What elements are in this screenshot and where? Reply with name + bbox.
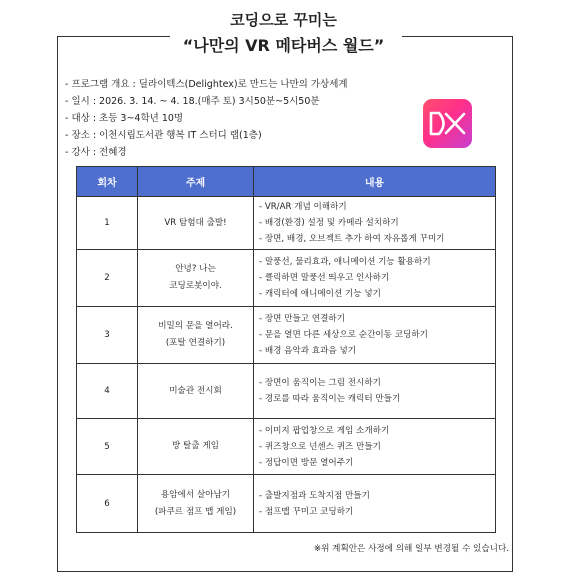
table-row [77, 419, 496, 475]
content-line: - 배경 음악과 효과음 넣기 [259, 346, 357, 356]
content-line: - 퀴즈창으로 넌센스 퀴즈 만들기 [259, 441, 381, 452]
session-content [254, 197, 496, 250]
page-title-line1: 코딩으로 꾸미는 [230, 11, 337, 29]
topic-line: 코딩로봇이야. [169, 281, 222, 291]
schedule-table [76, 166, 496, 533]
session-topic [138, 197, 254, 250]
session-number: 5 [77, 419, 138, 475]
content-line: - VR/AR 개념 이해하기 [259, 202, 347, 212]
table-row [77, 250, 496, 307]
table-row [77, 364, 496, 419]
program-info [65, 76, 348, 161]
header-content: 내용 [254, 167, 496, 197]
info-overview: - 프로그램 개요 : 딜라이텍스(Delightex)로 만드는 나만의 가상세계 [65, 79, 348, 90]
session-content [254, 250, 496, 307]
content-line: - 출발지점과 도착지점 만들기 [259, 490, 370, 501]
topic-line: 비밀의 문을 열어라. [158, 321, 233, 331]
content-line: - 장면이 움직이는 그림 전시하기 [259, 378, 381, 388]
content-line: - 장면 만들고 연결하기 [259, 314, 346, 324]
table-row [77, 307, 496, 364]
session-topic [138, 307, 254, 364]
topic-line: (파쿠르 점프 맵 게임) [154, 506, 237, 517]
session-number: 3 [77, 307, 138, 364]
session-topic [138, 250, 254, 307]
content-line: - 클릭하면 말풍선 띄우고 인사하기 [259, 273, 390, 283]
topic-line: VR 탐험대 출발! [164, 217, 227, 228]
info-place: - 장소 : 이천시립도서관 행복 IT 스터디 랩(1층) [65, 130, 262, 141]
session-number: 4 [77, 364, 138, 419]
content-line: - 정답이면 방문 열어주기 [259, 457, 354, 468]
session-content [254, 419, 496, 475]
session-number: 1 [77, 197, 138, 250]
content-line: - 점프맵 꾸미고 코딩하기 [259, 506, 354, 517]
info-date: - 일시 : 2026. 3. 14. ~ 4. 18.(매주 토) 3시50분~5시50분 [65, 96, 320, 107]
topic-line: (포탈 연결하기) [165, 338, 226, 348]
footnote: ※위 계획안은 사정에 의해 일부 변경될 수 있습니다. [313, 544, 509, 554]
content-line: - 장면, 배경, 오브젝트 추가 하여 자유롭게 꾸미기 [259, 234, 445, 244]
session-content [254, 364, 496, 419]
topic-line: 미술관 전시회 [169, 385, 222, 396]
topic-line: 용암에서 살아남기 [160, 489, 231, 500]
info-instructor: - 강사 : 전혜경 [65, 147, 127, 158]
content-line: - 경로를 따라 움직이는 캐릭터 만들기 [259, 394, 401, 404]
session-topic [138, 475, 254, 533]
header-topic: 주제 [138, 167, 254, 197]
header-session: 회차 [77, 167, 138, 197]
info-target: - 대상 : 초등 3~4학년 10명 [65, 113, 184, 124]
content-line: - 캐릭터에 애니메이션 기능 넣기 [259, 289, 381, 299]
content-line: - 이미지 팝업창으로 게임 소개하기 [259, 425, 390, 436]
content-line: - 말풍선, 물리효과, 애니메이션 기능 활용하기 [259, 257, 431, 267]
delightex-logo-icon [423, 99, 472, 148]
table-row [77, 475, 496, 533]
session-content [254, 475, 496, 533]
session-number: 2 [77, 250, 138, 307]
table-header-row [77, 167, 496, 197]
topic-line: 안녕? 나는 [175, 264, 216, 274]
content-line: - 문을 열면 다른 세상으로 순간이동 코딩하기 [259, 330, 428, 340]
table-row [77, 197, 496, 250]
content-line: - 배경(환경) 설정 및 카메라 설치하기 [259, 218, 399, 228]
page-title-line2: “나만의 VR 메타버스 월드” [182, 36, 385, 55]
session-topic [138, 364, 254, 419]
session-number: 6 [77, 475, 138, 533]
topic-line: 방 탈출 게임 [172, 441, 219, 451]
session-topic [138, 419, 254, 475]
session-content [254, 307, 496, 364]
